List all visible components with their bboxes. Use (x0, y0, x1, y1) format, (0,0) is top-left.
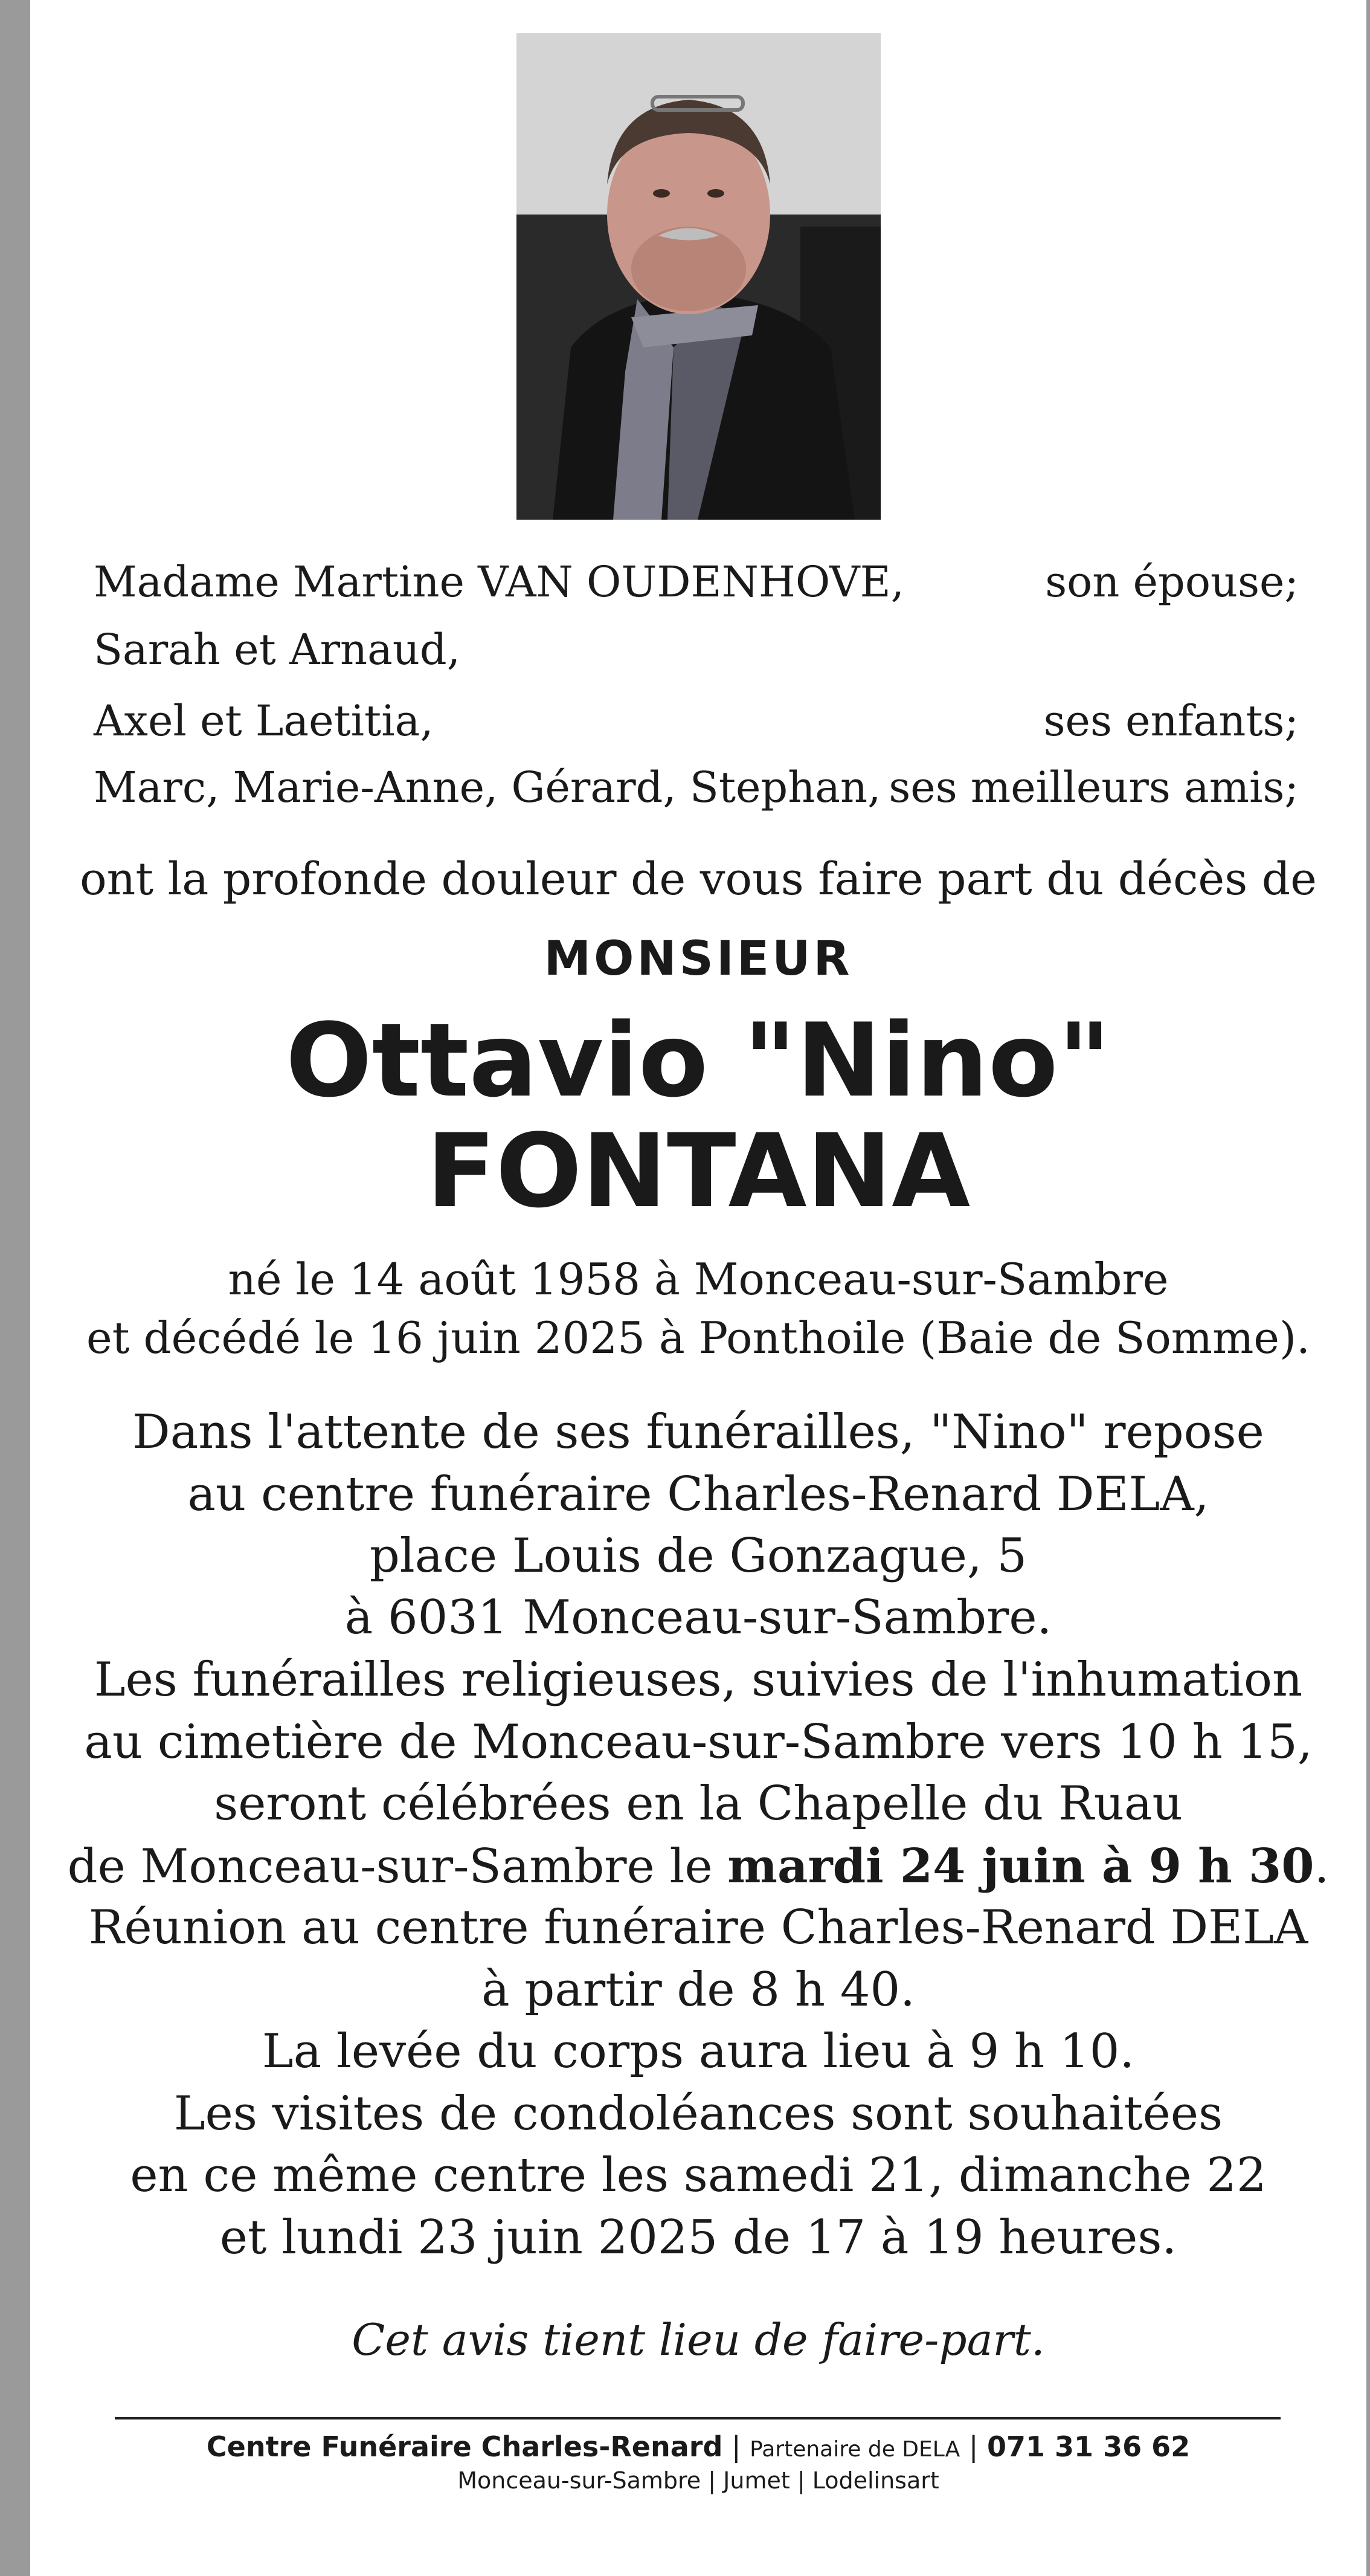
footer-separator: | (722, 2430, 750, 2463)
birth-line: né le 14 août 1958 à Monceau-sur-Sambre (228, 1254, 1169, 1305)
detail-line-7: seront célébrées en la Chapelle du Ruau (214, 1777, 1183, 1831)
right-border (1366, 0, 1370, 2576)
left-border (0, 0, 30, 2576)
footer-separator: | (960, 2430, 988, 2463)
footer-divider (115, 2417, 1281, 2419)
detail-line-1: Dans l'attente de ses funérailles, "Nino" repose (132, 1405, 1264, 1459)
detail-line-8 (30, 1839, 1366, 1894)
deceased-last-name: FONTANA (426, 1112, 971, 1230)
family-line-4-role: ses meilleurs amis; (889, 763, 1299, 812)
footer-line-1 (30, 2430, 1366, 2463)
closing-note: Cet avis tient lieu de faire-part. (352, 2314, 1045, 2365)
family-line-4-name: Marc, Marie-Anne, Gérard, Stephan, (94, 763, 881, 812)
family-line-3-role: ses enfants; (1043, 696, 1299, 746)
family-line-2-name: Sarah et Arnaud, (94, 625, 460, 674)
detail-line-10: à partir de 8 h 40. (481, 1963, 915, 2017)
detail-line-3: place Louis de Gonzague, 5 (369, 1529, 1028, 1583)
detail-line-14: et lundi 23 juin 2025 de 17 à 19 heures. (219, 2210, 1177, 2265)
detail-line-5: Les funérailles religieuses, suivies de l'inhumation (94, 1653, 1303, 1707)
funeral-date-time: mardi 24 juin à 9 h 30 (727, 1839, 1314, 1894)
detail-line-6: au cimetière de Monceau-sur-Sambre vers 10 h 15, (84, 1715, 1313, 1769)
family-line-1-name: Madame Martine VAN OUDENHOVE, (94, 557, 904, 607)
detail-line-2: au centre funéraire Charles-Renard DELA, (187, 1467, 1209, 1522)
announcement-text: ont la profonde douleur de vous faire part du décès de (80, 853, 1317, 905)
detail-line-11: La levée du corps aura lieu à 9 h 10. (262, 2024, 1135, 2079)
footer-company: Centre Funéraire Charles-Renard (206, 2430, 723, 2463)
detail-line-9: Réunion au centre funéraire Charles-Renard DELA (88, 1900, 1308, 1955)
detail-line-13: en ce même centre les samedi 21, dimanche 22 (130, 2148, 1267, 2203)
deceased-first-name: Ottavio "Nino" (285, 1001, 1111, 1120)
honorific: MONSIEUR (544, 932, 853, 986)
family-line-1-role: son épouse; (1045, 557, 1299, 607)
portrait-photo (516, 33, 881, 520)
detail-line-8-pre: de Monceau-sur-Sambre le (67, 1839, 728, 1894)
family-line-3-name: Axel et Laetitia, (94, 696, 434, 746)
detail-line-12: Les visites de condoléances sont souhaitées (173, 2087, 1223, 2141)
detail-line-8-post: . (1314, 1839, 1330, 1894)
footer-partner: Partenaire de DELA (750, 2437, 960, 2462)
detail-line-4: à 6031 Monceau-sur-Sambre. (344, 1590, 1052, 1645)
footer-locations: Monceau-sur-Sambre | Jumet | Lodelinsart (457, 2467, 939, 2494)
death-line: et décédé le 16 juin 2025 à Ponthoile (Baie de Somme). (86, 1312, 1310, 1363)
footer-phone: 071 31 36 62 (987, 2430, 1191, 2463)
